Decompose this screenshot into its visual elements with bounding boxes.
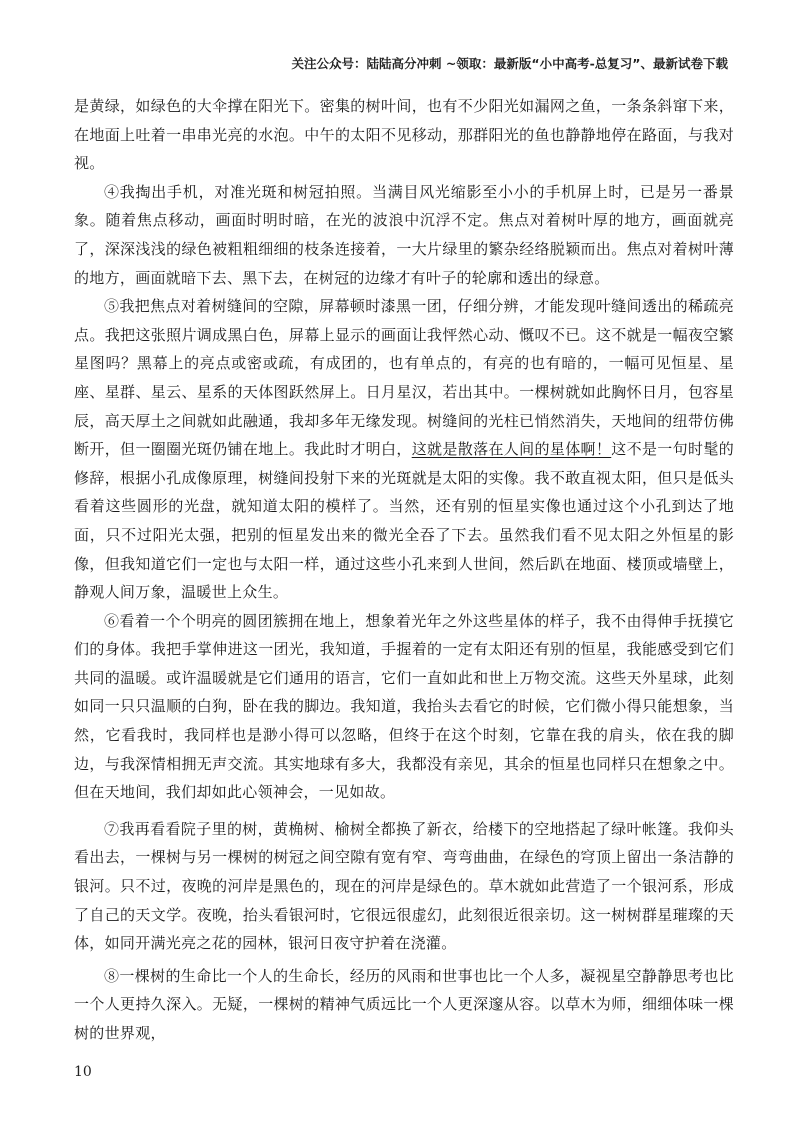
paragraph-5-text-after: 这不是一句时髦的修辞，根据小孔成像原理，树缝间投射下来的光斑就是太阳的实像。我不敢直视太阳，但只是低头看着这些圆形的光盘，就知道太阳的模样了。当然，还有别的恒星实像也通过这个小孔到达了地面，只不过阳光太强，把别的恒星发出来的微光全吞了下去。虽然我们看不见太阳之外恒星的影像，但我知道它们一定也与太阳一样，通过这些小孔来到人世间，然后趴在地面、楼顶或墙壁上，静观人间万象，温暖世上众生。 — [74, 440, 734, 602]
paragraph-6: ⑥看着一个个明亮的圆团簇拥在地上，想象着光年之外这些星体的样子，我不由得伸手抚摸它们的身体。我把手掌伸进这一团光，我知道，手握着的一定有太阳还有别的恒星，我能感受到它们共同的温暖。或许温暖就是它们通用的语言，它们一直如此和世上万物交流。这些天外星球，此刻如同一只只温顺的白狗，卧在我的脚边。我知道，我抬头去看它的时候，它们微小得只能想象，当然，它看我时，我同样也是渺小得可以忽略，但终于在这个时刻，它靠在我的肩头，依在我的脚边，与我深情相拥无声交流。其实地球有多大，我都没有亲见，其余的恒星也同样只在想象之中。但在天地间，我们却如此心领神会，一见如故。 — [74, 611, 734, 802]
document-body — [74, 92, 734, 1048]
underlined-sentence: 这就是散落在人间的星体啊！ — [411, 440, 612, 459]
page-header: 关注公众号：陆陆高分冲刺 ~领取：最新版“小中高考-总复习”、最新试卷下载 — [291, 56, 728, 71]
paragraph-7: ⑦我再看看院子里的树，黄桷树、榆树全都换了新衣，给楼下的空地搭起了绿叶帐篷。我仰头看出去，一棵树与另一棵树的树冠之间空隙有宽有窄、弯弯曲曲，在绿色的穹顶上留出一条洁静的银河。只不过，夜晚的河岸是黑色的，现在的河岸是绿色的。草木就如此营造了一个银河系，形成了自己的天文学。夜晚，抬头看银河时，它很远很虚幻，此刻很近很亲切。这一树树群星璀璨的天体，如同开满光亮之花的园林，银河日夜守护着在浇灌。 — [74, 819, 734, 953]
paragraph-4: ④我掏出手机，对准光斑和树冠拍照。当满目风光缩影至小小的手机屏上时，已是另一番景象。随着焦点移动，画面时明时暗，在光的波浪中沉浮不定。焦点对着树叶厚的地方，画面就亮了，深深浅浅的绿色被粗粗细细的枝条连接着，一大片绿里的繁杂经络脱颖而出。焦点对着树叶薄的地方，画面就暗下去、黑下去，在树冠的边缘才有叶子的轮廓和透出的绿意。 — [74, 182, 734, 287]
paragraph-5-text-before: ⑤我把焦点对着树缝间的空隙，屏幕顿时漆黑一团，仔细分辨，才能发现叶缝间透出的稀疏亮点。我把这张照片调成黑白色，屏幕上显示的画面让我怦然心动、慨叹不已。这不就是一幅夜空繁星图吗？黑幕上的亮点或密或疏，有成团的，也有单点的，有亮的也有暗的，一幅可见恒星、星座、星群、星云、星系的天体图跃然屏上。日月星汉，若出其中。一棵树就如此胸怀日月，包容星辰，高天厚土之间就如此融通，我却多年无缘发现。树缝间的光柱已悄然消失，天地间的纽带仿佛断开，但一圈圈光斑仍铺在地上。我此时才明白， — [74, 297, 734, 459]
paragraph-8: ⑧一棵树的生命比一个人的生命长，经历的风雨和世事也比一个人多，凝视星空静静思考也比一个人更持久深入。无疑，一棵树的精神气质远比一个人更深邃从容。以草木为师，细细体味一棵树的世界观， — [74, 966, 734, 1042]
page-number: 10 — [74, 1064, 92, 1080]
paragraph-5 — [74, 292, 734, 607]
paragraph-continuation: 是黄绿，如绿色的大伞撑在阳光下。密集的树叶间，也有不少阳光如漏网之鱼，一条条斜窜下来，在地面上吐着一串串光亮的水泡。中午的太阳不见移动，那群阳光的鱼也静静地停在路面，与我对视。 — [74, 97, 734, 173]
